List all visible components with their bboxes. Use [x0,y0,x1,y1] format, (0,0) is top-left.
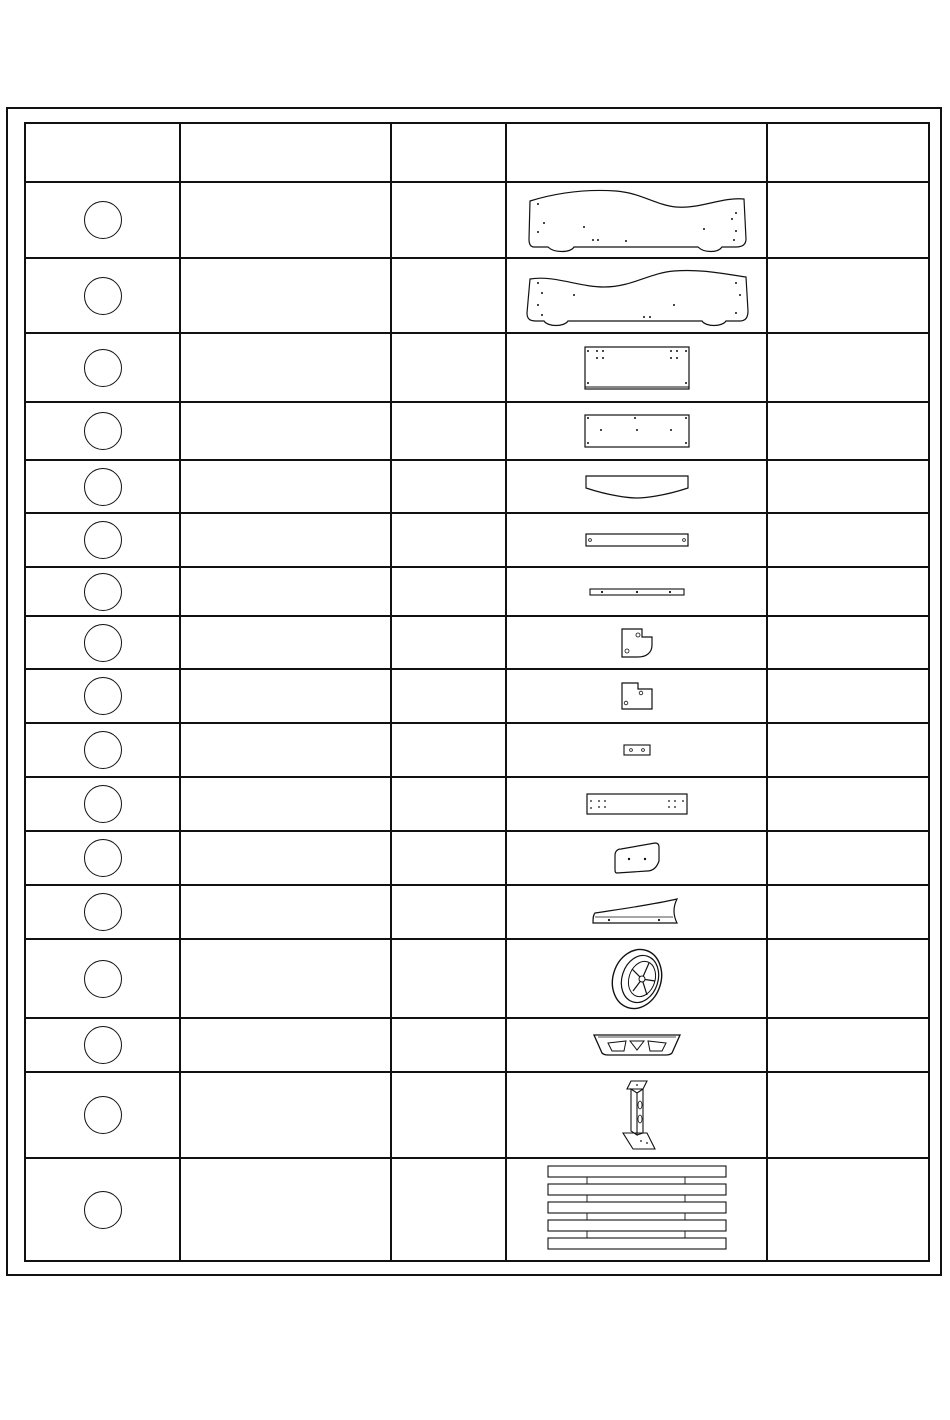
part-number-circle [84,412,122,450]
slat-set-drawing [546,1164,728,1256]
part-number-circle [84,573,122,611]
part-number-circle [84,201,122,239]
header-name [180,123,391,182]
table-row [25,1158,929,1261]
table-header-row [25,123,929,182]
header-quantity [391,123,506,182]
right-side-panel-drawing [524,265,750,327]
footboard-panel-drawing [583,413,691,449]
header-note [767,123,929,182]
front-grille-drawing [592,1033,682,1057]
part-number-circle [84,1191,122,1229]
headboard-panel-drawing [583,345,691,391]
table-row [25,258,929,333]
table-row [25,1018,929,1072]
angled-plate-drawing [613,841,661,875]
support-leg-drawing [617,1079,657,1151]
middle-rail-drawing [585,792,689,816]
rounded-bracket-drawing [620,627,654,659]
table-row [25,723,929,777]
table-row [25,616,929,669]
left-side-panel-drawing [526,187,748,253]
table-row [25,1072,929,1158]
part-number-circle [84,785,122,823]
curved-front-panel-drawing [584,474,690,500]
part-number-circle [84,349,122,387]
table-row [25,885,929,939]
part-number-circle [84,960,122,998]
part-number-circle [84,468,122,506]
table-row [25,513,929,567]
long-rail-drawing [584,532,690,548]
part-number-circle [84,1096,122,1134]
notched-bracket-drawing [620,681,654,711]
table-row [25,669,929,723]
wheel-drawing [609,947,665,1011]
spoiler-wing-drawing [591,897,683,927]
part-number-circle [84,624,122,662]
narrow-rail-drawing [588,587,686,597]
table-row [25,402,929,460]
parts-table [24,122,930,1262]
header-drawing [506,123,767,182]
part-number-circle [84,521,122,559]
part-number-circle [84,839,122,877]
part-number-circle [84,1026,122,1064]
table-row [25,333,929,402]
small-block-drawing [622,743,652,757]
table-row [25,831,929,885]
table-row [25,460,929,513]
part-number-circle [84,277,122,315]
part-number-circle [84,731,122,769]
header-number [25,123,180,182]
table-row [25,182,929,258]
table-row [25,777,929,831]
part-number-circle [84,893,122,931]
table-row [25,939,929,1018]
table-row [25,567,929,616]
part-number-circle [84,677,122,715]
